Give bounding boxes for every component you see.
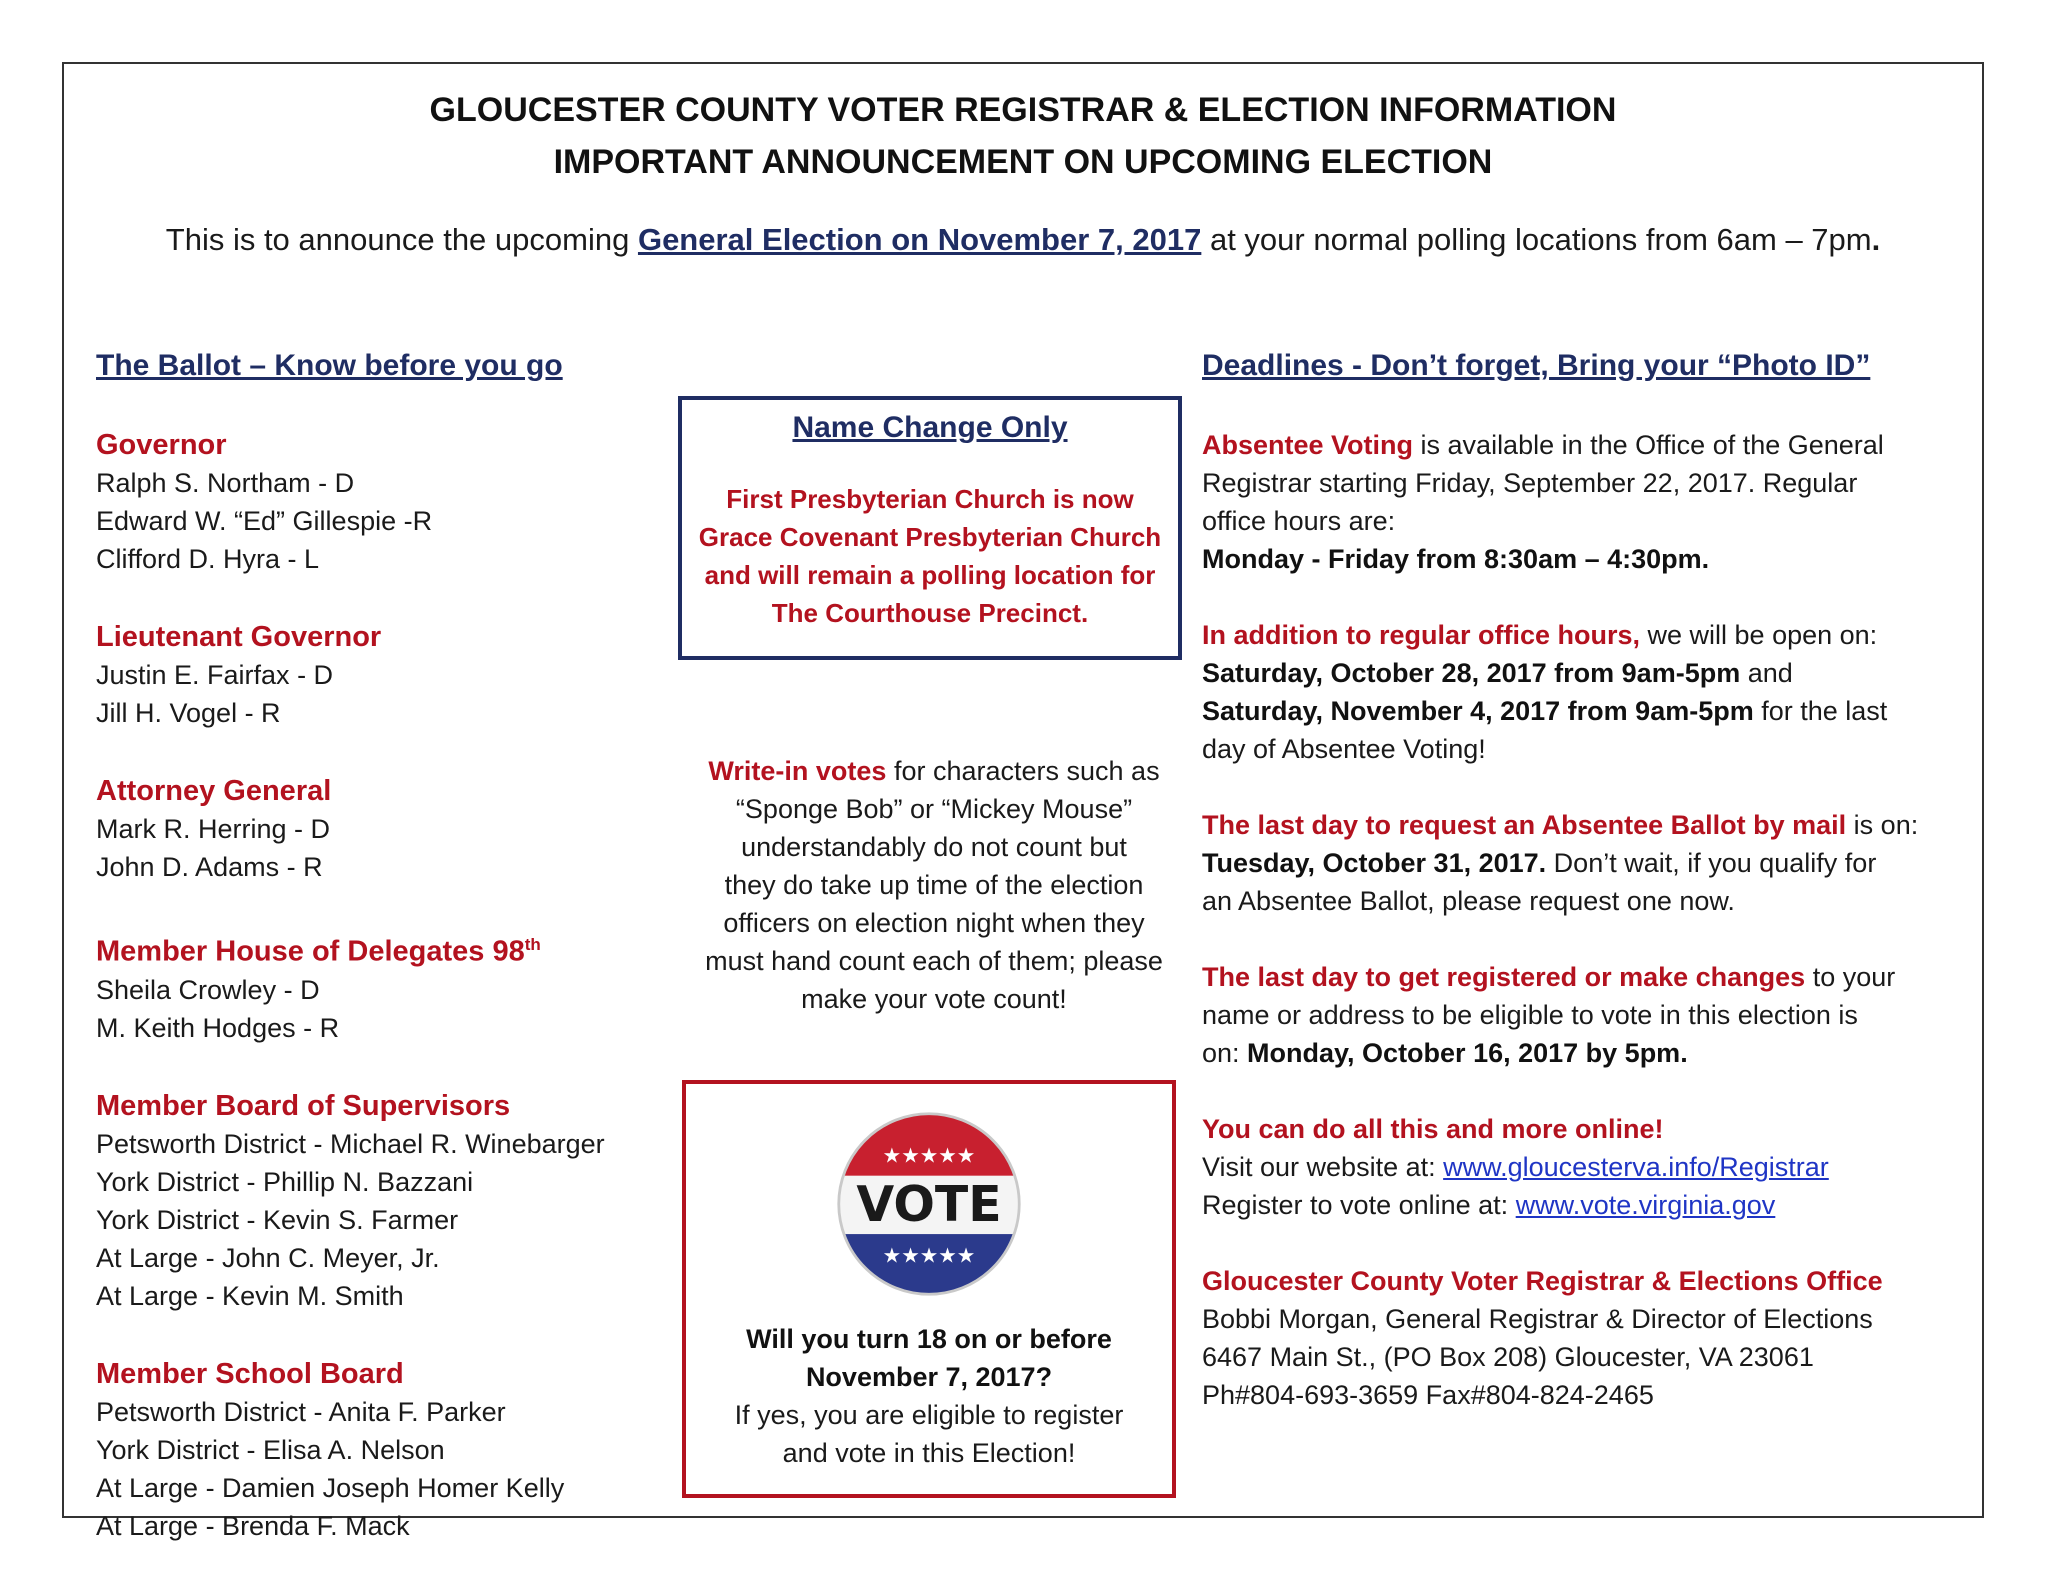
additional-line: day of Absentee Voting! xyxy=(1202,734,1486,764)
name-change-line: Grace Covenant Presbyterian Church xyxy=(698,522,1162,552)
mail-deadline: Tuesday, October 31, 2017. xyxy=(1202,848,1547,878)
candidate: Jill H. Vogel - R xyxy=(96,698,281,728)
additional-hours-paragraph xyxy=(1202,616,1972,768)
flyer-header xyxy=(64,84,1982,188)
candidate: At Large - Damien Joseph Homer Kelly xyxy=(96,1472,565,1503)
vote-eligibility-box xyxy=(682,1080,1176,1498)
online-label: You can do all this and more online! xyxy=(1202,1114,1664,1144)
candidate: At Large - Brenda F. Mack xyxy=(96,1510,410,1541)
flyer-frame xyxy=(62,62,1984,1541)
name-change-box xyxy=(678,396,1182,660)
office-title-text: Member House of Delegates 98 xyxy=(96,935,525,968)
office-line: Ph#804-693-3659 Fax#804-824-2465 xyxy=(1202,1380,1654,1410)
candidate: Petsworth District - Michael R. Winebarger xyxy=(96,1128,605,1159)
additional-line: we will be open on: xyxy=(1640,620,1878,650)
absentee-line: office hours are: xyxy=(1202,506,1396,536)
deadlines-heading: Deadlines - Don’t forget, Bring your “Photo ID” xyxy=(1202,349,1871,382)
write-in-line: make your vote count! xyxy=(801,984,1067,1014)
website-label: Visit our website at: xyxy=(1202,1152,1444,1182)
eligibility-bold: on or before xyxy=(946,1324,1112,1354)
title-line-2: IMPORTANT ANNOUNCEMENT ON UPCOMING ELECTION xyxy=(553,143,1493,181)
mail-ballot-paragraph xyxy=(1202,806,1972,920)
candidate: York District - Phillip N. Bazzani xyxy=(96,1166,474,1197)
office-name: Gloucester County Voter Registrar & Elections Office xyxy=(1202,1266,1883,1296)
candidate: At Large - Kevin M. Smith xyxy=(96,1280,404,1311)
candidate: York District - Kevin S. Farmer xyxy=(96,1204,459,1235)
candidate: Edward W. “Ed” Gillespie -R xyxy=(96,506,433,536)
candidate: Mark R. Herring - D xyxy=(96,814,331,844)
registration-on: on: xyxy=(1202,1038,1248,1068)
online-paragraph xyxy=(1202,1110,1972,1224)
registration-line: to your xyxy=(1805,962,1896,992)
candidate: Petsworth District - Anita F. Parker xyxy=(96,1396,506,1427)
svg-text:★★★★★: ★★★★★ xyxy=(882,1243,976,1268)
absentee-line: Registrar starting Friday, September 22, 2017. Regular xyxy=(1202,468,1858,498)
vote-button-text: VOTE xyxy=(856,1175,1002,1233)
saturday-2: Saturday, November 4, 2017 from 9am-5pm xyxy=(1202,696,1754,726)
write-in-line: “Sponge Bob” or “Mickey Mouse” xyxy=(735,794,1133,824)
office-title xyxy=(96,926,656,971)
name-change-line: and will remain a polling location for xyxy=(704,560,1156,590)
candidate: M. Keith Hodges - R xyxy=(96,1012,340,1043)
office-line: Bobbi Morgan, General Registrar & Director of Elections xyxy=(1202,1304,1873,1334)
ballot-heading: The Ballot – Know before you go xyxy=(96,349,563,382)
eligibility-question xyxy=(686,1320,1172,1472)
vote-button-icon xyxy=(835,1110,1023,1298)
candidate: At Large - John C. Meyer, Jr. xyxy=(96,1242,440,1273)
write-in-line: understandably do not count but xyxy=(741,832,1127,862)
additional-line: for the last xyxy=(1753,696,1888,726)
intro-end: . xyxy=(1871,222,1881,257)
office-contact-paragraph xyxy=(1202,1262,1972,1414)
registration-deadline: Monday, October 16, 2017 by 5pm. xyxy=(1247,1038,1688,1068)
website-link[interactable]: www.gloucesterva.info/Registrar xyxy=(1443,1152,1829,1182)
registration-paragraph xyxy=(1202,958,1972,1072)
candidate: York District - Elisa A. Nelson xyxy=(96,1434,445,1465)
office-title xyxy=(96,772,656,810)
mail-line: Don’t wait, if you qualify for xyxy=(1546,848,1877,878)
mail-line: an Absentee Ballot, please request one now. xyxy=(1202,886,1735,916)
absentee-line: is available in the Office of the General xyxy=(1413,430,1884,460)
office-title xyxy=(96,426,656,464)
saturday-1: Saturday, October 28, 2017 from 9am-5pm xyxy=(1202,658,1741,688)
intro-after: at your normal polling locations from 6am – 7pm xyxy=(1201,222,1872,257)
mail-line: is on: xyxy=(1846,810,1919,840)
office-title-text: Governor xyxy=(96,429,227,461)
eligibility-line: and vote in this Election! xyxy=(782,1438,1076,1468)
write-in-label: Write-in votes xyxy=(708,756,887,786)
name-change-heading: Name Change Only xyxy=(792,411,1068,444)
office-title xyxy=(96,1355,656,1393)
candidate: Clifford D. Hyra - L xyxy=(96,544,320,574)
mail-ballot-label: The last day to request an Absentee Ballot by mail xyxy=(1202,810,1847,840)
office-line: 6467 Main St., (PO Box 208) Gloucester, VA 23061 xyxy=(1202,1342,1814,1372)
write-in-line: for characters such as xyxy=(886,756,1160,786)
name-change-line: The Courthouse Precinct. xyxy=(771,598,1089,628)
name-change-line: First Presbyterian Church is now xyxy=(726,484,1134,514)
office-title-text: Lieutenant Governor xyxy=(96,621,382,653)
registration-line: name or address to be eligible to vote in this election is xyxy=(1202,1000,1858,1030)
registration-label: The last day to get registered or make changes xyxy=(1202,962,1806,992)
candidate: Ralph S. Northam - D xyxy=(96,468,355,498)
deadlines-column xyxy=(1202,346,1972,1414)
eligibility-red: Will you turn 18 xyxy=(746,1324,947,1354)
additional-and: and xyxy=(1740,658,1793,688)
write-in-line: must hand count each of them; please xyxy=(705,946,1163,976)
office-title xyxy=(96,1087,656,1125)
intro-before: This is to announce the upcoming xyxy=(165,222,638,257)
candidate: Sheila Crowley - D xyxy=(96,974,320,1005)
name-change-text xyxy=(682,480,1178,632)
office-title xyxy=(96,618,656,656)
ballot-list xyxy=(96,426,656,1545)
eligibility-date: November 7, 2017? xyxy=(805,1362,1053,1392)
absentee-paragraph xyxy=(1202,426,1972,578)
ballot-column xyxy=(96,346,656,1545)
election-date-link[interactable]: General Election on November 7, 2017 xyxy=(637,222,1202,257)
write-in-line: they do take up time of the election xyxy=(724,870,1144,900)
write-in-note xyxy=(674,752,1194,1018)
additional-label: In addition to regular office hours, xyxy=(1202,620,1641,650)
write-in-line: officers on election night when they xyxy=(723,908,1145,938)
title-line-1: GLOUCESTER COUNTY VOTER REGISTRAR & ELECTION INFORMATION xyxy=(429,91,1617,129)
office-title-superscript: th xyxy=(524,935,541,954)
candidate: Justin E. Fairfax - D xyxy=(96,660,334,690)
office-title-text: Member School Board xyxy=(96,1357,404,1390)
register-online-link[interactable]: www.vote.virginia.gov xyxy=(1515,1190,1776,1220)
office-title-text: Member Board of Supervisors xyxy=(96,1089,511,1122)
candidate: John D. Adams - R xyxy=(96,852,323,882)
office-hours: Monday - Friday from 8:30am – 4:30pm. xyxy=(1202,544,1710,574)
office-title-text: Attorney General xyxy=(96,775,332,807)
intro-sentence xyxy=(64,222,1982,258)
eligibility-line: If yes, you are eligible to register xyxy=(734,1400,1124,1430)
register-online-label: Register to vote online at: xyxy=(1202,1190,1516,1220)
absentee-label: Absentee Voting xyxy=(1202,430,1414,460)
svg-text:★★★★★: ★★★★★ xyxy=(882,1143,976,1168)
